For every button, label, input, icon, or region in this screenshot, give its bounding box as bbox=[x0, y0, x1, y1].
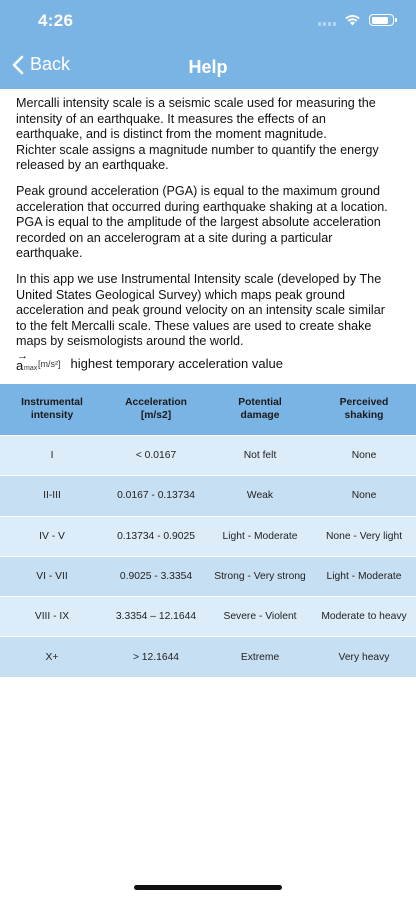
battery-level bbox=[372, 17, 388, 24]
legend-unit: [m/s²] bbox=[38, 359, 61, 369]
status-time: 4:26 bbox=[38, 11, 74, 30]
help-content bbox=[16, 96, 402, 360]
header-line: Potential bbox=[238, 397, 282, 408]
acceleration-cell: > 12.1644 bbox=[132, 651, 180, 663]
table-row bbox=[0, 557, 416, 597]
shaking-cell: None - Very light bbox=[325, 530, 403, 542]
header-acceleration bbox=[104, 397, 208, 422]
text-line: In this app we use Instrumental Intensity scale (developed by The bbox=[16, 271, 382, 286]
intensity-cell: II-III bbox=[43, 490, 61, 502]
cellular-signal-icon bbox=[318, 14, 336, 26]
acceleration-cell: 0.0167 - 0.13734 bbox=[117, 490, 195, 502]
acceleration-cell: < 0.0167 bbox=[135, 450, 177, 462]
header-instrumental-intensity bbox=[0, 397, 104, 422]
text-line: to the felt Mercalli scale. These values are used to create shake bbox=[16, 318, 372, 333]
table-header-row bbox=[0, 384, 416, 436]
intensity-cell: VI - VII bbox=[36, 571, 68, 583]
damage-cell: Strong - Very strong bbox=[214, 571, 306, 583]
header-line: Acceleration bbox=[125, 397, 187, 408]
wifi-icon bbox=[344, 14, 361, 26]
shaking-cell: None bbox=[351, 450, 377, 462]
header-line: damage bbox=[240, 409, 280, 421]
text-line: acceleration and peak ground velocity on an intensity scale similar bbox=[16, 303, 385, 318]
text-line: acceleration that occurred during earthquake shaking at a location. bbox=[16, 199, 388, 214]
navigation-bar bbox=[0, 44, 416, 89]
text-line: maps by seismologists around the world. bbox=[16, 334, 244, 349]
header-line: Instrumental bbox=[21, 397, 83, 408]
damage-cell: Extreme bbox=[240, 651, 280, 663]
intensity-cell: X+ bbox=[45, 651, 59, 663]
status-icons bbox=[318, 14, 394, 26]
damage-cell: Severe - Violent bbox=[223, 611, 297, 623]
acceleration-legend bbox=[16, 352, 283, 372]
back-label: Back bbox=[30, 54, 71, 74]
legend-description: highest temporary acceleration value bbox=[70, 356, 283, 371]
header-line: Perceived bbox=[339, 397, 389, 408]
instrumental-paragraph bbox=[16, 272, 402, 350]
header-line: intensity bbox=[30, 409, 74, 421]
pga-paragraph bbox=[16, 184, 402, 262]
text-line: Peak ground acceleration (PGA) is equal to the maximum ground bbox=[16, 183, 381, 198]
table-row bbox=[0, 436, 416, 476]
text-line: intensity of an earthquake. It measures the effects of an bbox=[16, 111, 326, 126]
mercalli-paragraph bbox=[16, 96, 402, 174]
acceleration-cell: 0.13734 - 0.9025 bbox=[117, 530, 195, 542]
damage-cell: Light - Moderate bbox=[222, 530, 298, 542]
header-line: shaking bbox=[344, 409, 384, 421]
table-row bbox=[0, 476, 416, 516]
header-perceived-shaking bbox=[312, 397, 416, 422]
intensity-cell: IV - V bbox=[39, 530, 65, 542]
text-line: earthquake. bbox=[16, 246, 83, 261]
table-row bbox=[0, 517, 416, 557]
text-line: United States Geological Survey) which maps peak ground bbox=[16, 287, 346, 302]
text-line: earthquake, and is distinct from the moment magnitude. bbox=[16, 127, 327, 142]
intensity-cell: I bbox=[50, 450, 54, 462]
symbol-subscript: max bbox=[24, 365, 38, 372]
shaking-cell: Light - Moderate bbox=[326, 571, 402, 583]
text-line: Richter scale assigns a magnitude number to quantify the energy bbox=[16, 142, 379, 157]
shaking-cell: Very heavy bbox=[338, 651, 390, 663]
home-indicator[interactable] bbox=[134, 885, 282, 890]
damage-cell: Weak bbox=[246, 490, 274, 502]
acceleration-cell: 3.3354 – 12.1644 bbox=[115, 611, 197, 623]
symbol-a: a bbox=[16, 358, 24, 373]
battery-icon bbox=[369, 14, 394, 26]
text-line: released by an earthquake. bbox=[16, 158, 169, 173]
acceleration-cell: 0.9025 - 3.3354 bbox=[119, 571, 193, 583]
shaking-cell: None bbox=[351, 490, 377, 502]
damage-cell: Not felt bbox=[243, 450, 277, 462]
table-row bbox=[0, 637, 416, 677]
vector-arrow: → bbox=[17, 350, 28, 362]
table-row bbox=[0, 597, 416, 637]
shaking-cell: Moderate to heavy bbox=[321, 611, 407, 623]
header-line: [m/s2] bbox=[140, 409, 172, 421]
amax-symbol bbox=[16, 352, 36, 372]
page-title: Help bbox=[188, 57, 228, 77]
text-line: PGA is equal to the amplitude of the largest absolute acceleration bbox=[16, 215, 381, 230]
status-bar bbox=[0, 0, 416, 44]
intensity-cell: VIII - IX bbox=[34, 611, 70, 623]
intensity-table bbox=[0, 384, 416, 678]
text-line: Mercalli intensity scale is a seismic scale used for measuring the bbox=[16, 96, 376, 110]
text-line: recorded on an accelerogram at a site during a particular bbox=[16, 230, 333, 245]
header-potential-damage bbox=[208, 397, 312, 422]
